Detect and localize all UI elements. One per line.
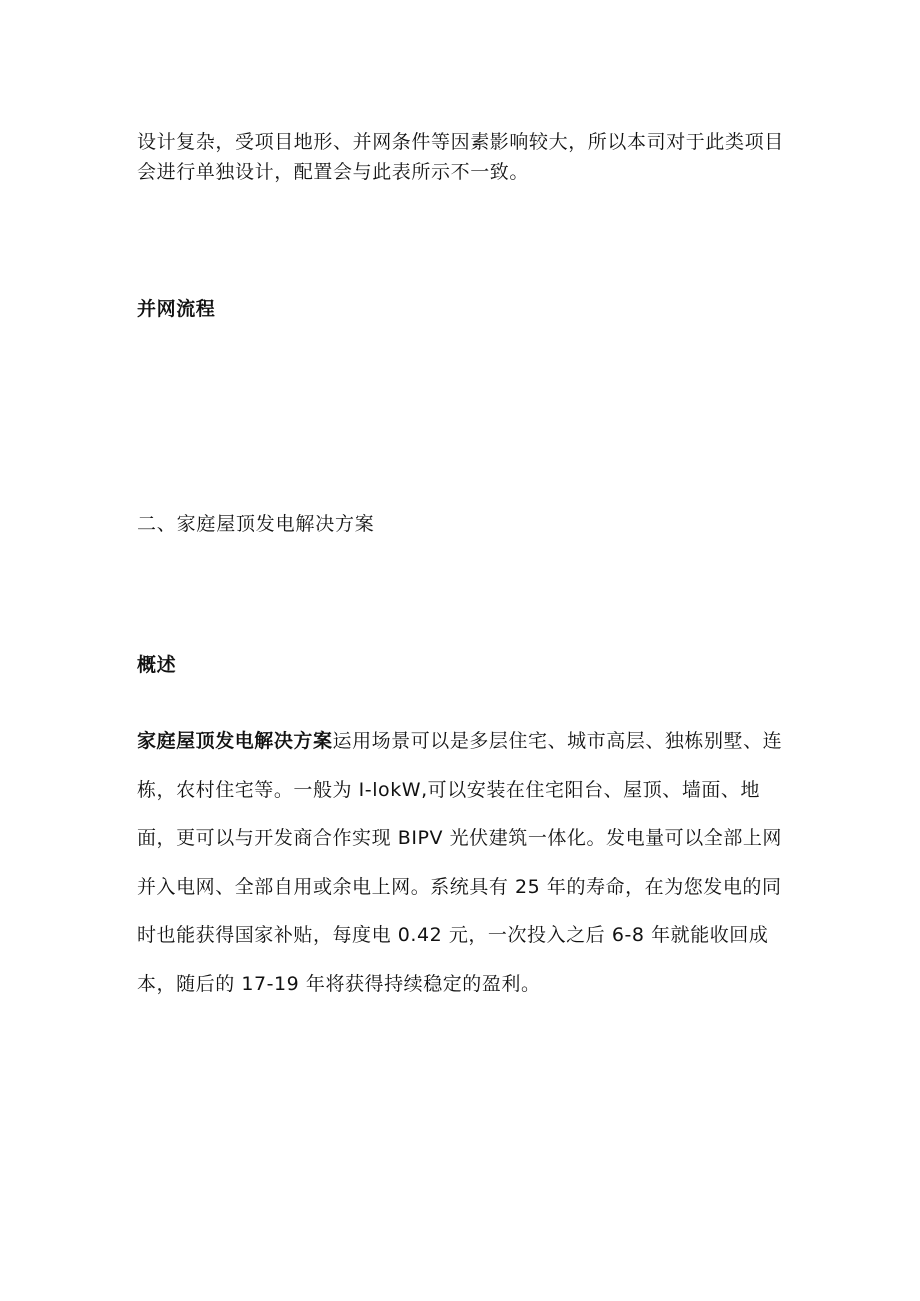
body-paragraph-text: 运用场景可以是多层住宅、城市高层、独栋别墅、连栋，农村住宅等。一般为 I-lokW,可以安装在住宅阳台、屋顶、墙面、地面，更可以与开发商合作实现 BIPV 光伏建筑一体化。发电量可以全部上网并入电网、全部自用或余电上网。系统具有 25 年的寿命，在为您发电的同时也能获得国家补贴，每度电 0.42 元，一次投入之后 6-8 年就能收回成本，随后的 17-19 年将获得持续稳定的盈利。 bbox=[137, 730, 783, 995]
body-paragraph bbox=[137, 717, 797, 1009]
body-paragraph-lead: 家庭屋顶发电解决方案 bbox=[137, 730, 333, 752]
intro-paragraph: 设计复杂，受项目地形、并网条件等因素影响较大，所以本司对于此类项目会进行单独设计，配置会与此表所示不一致。 bbox=[137, 131, 784, 183]
heading-grid-process: 并网流程 bbox=[137, 298, 216, 320]
heading-overview: 概述 bbox=[137, 654, 177, 676]
section-title: 二、家庭屋顶发电解决方案 bbox=[137, 513, 375, 535]
